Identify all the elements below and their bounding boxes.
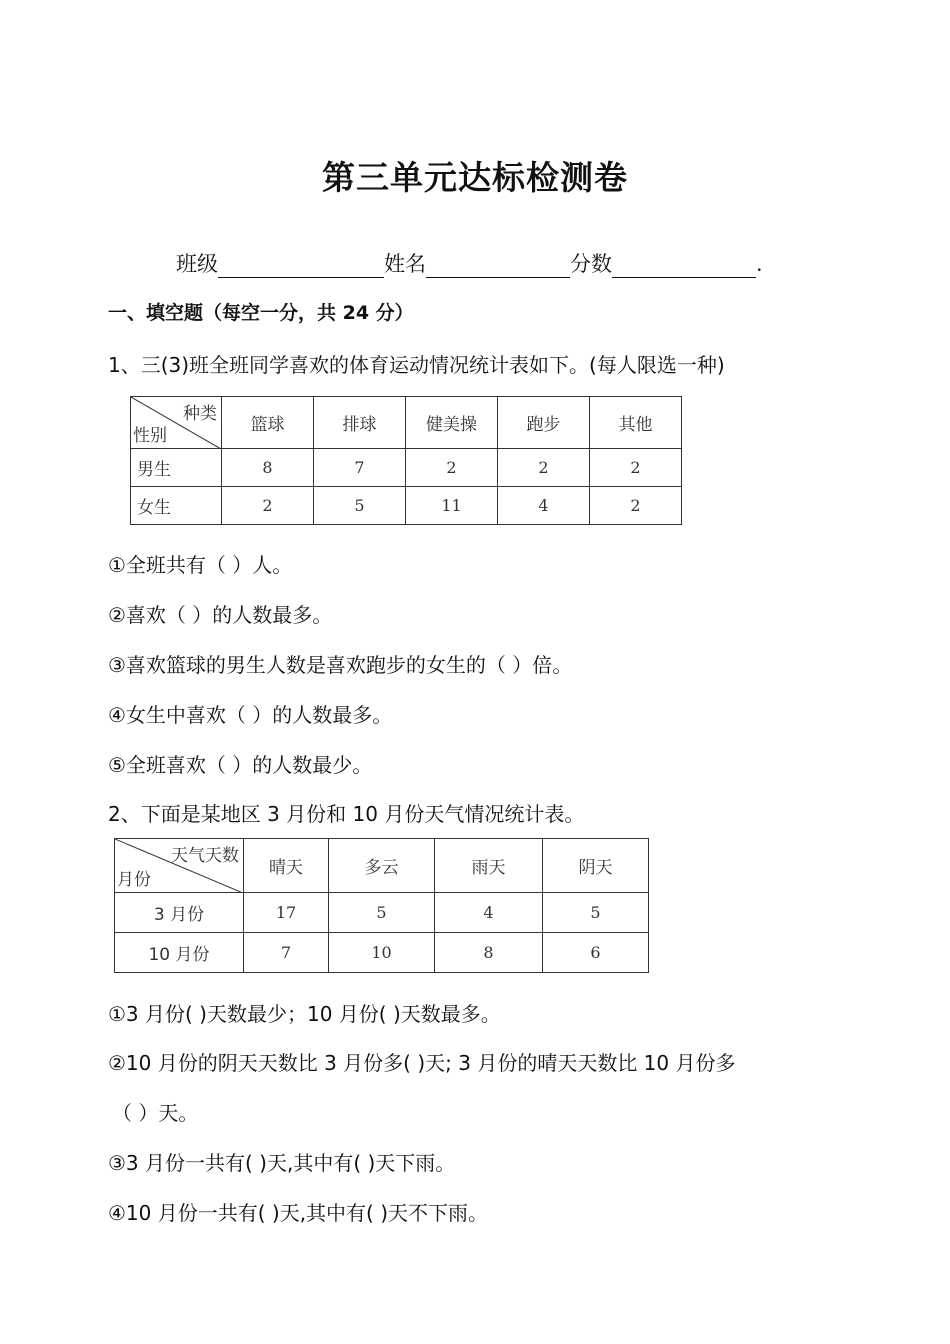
question-2-sub-1: ①3 月份( )天数最少；10 月份( )天数最多。 [108, 1002, 501, 1026]
question-2-sub-2: ②10 月份的阴天天数比 3 月份多( )天; 3 月份的晴天天数比 10 月份多 [108, 1051, 736, 1075]
row-header: 女生 [131, 487, 222, 525]
question-2-sub-3: ③3 月份一共有( )天,其中有( )天下雨。 [108, 1151, 456, 1175]
column-header: 排球 [314, 397, 406, 449]
table-cell: 5 [329, 893, 435, 933]
name-label: 姓名 [384, 252, 426, 276]
column-header: 阴天 [543, 839, 649, 893]
student-info-line [176, 248, 763, 278]
table-row [115, 933, 649, 973]
question-1-sub-5: ⑤全班喜欢（ ）的人数最少。 [108, 753, 373, 777]
column-header: 其他 [590, 397, 682, 449]
table-cell: 11 [406, 487, 498, 525]
class-label: 班级 [176, 252, 218, 276]
table-row [131, 449, 682, 487]
question-2-prompt: 2、下面是某地区 3 月份和 10 月份天气情况统计表。 [108, 802, 585, 826]
question-1-sub-4: ④女生中喜欢（ ）的人数最多。 [108, 703, 393, 727]
column-header: 健美操 [406, 397, 498, 449]
corner-bottom-label: 性别 [133, 426, 167, 446]
table-cell: 8 [222, 449, 314, 487]
table-cell: 2 [222, 487, 314, 525]
table-cell: 4 [435, 893, 543, 933]
question-1-sub-2: ②喜欢（ ）的人数最多。 [108, 603, 333, 627]
row-header: 10 月份 [115, 933, 244, 973]
table-row [115, 893, 649, 933]
row-header: 3 月份 [115, 893, 244, 933]
table-corner-cell [115, 839, 244, 893]
column-header: 篮球 [222, 397, 314, 449]
name-blank[interactable] [426, 255, 570, 278]
sports-table [130, 396, 682, 525]
end-mark: . [756, 252, 763, 276]
table-row [131, 487, 682, 525]
section-heading: 一、填空题（每空一分，共 24 分） [108, 302, 414, 324]
score-blank[interactable] [612, 255, 756, 278]
table-cell: 5 [543, 893, 649, 933]
score-label: 分数 [570, 252, 612, 276]
column-header: 雨天 [435, 839, 543, 893]
column-header: 多云 [329, 839, 435, 893]
corner-top-label: 种类 [183, 404, 217, 424]
corner-top-label: 天气天数 [171, 846, 239, 866]
class-blank[interactable] [218, 255, 384, 278]
page-title: 第三单元达标检测卷 [322, 158, 628, 197]
column-header: 晴天 [244, 839, 329, 893]
column-header: 跑步 [498, 397, 590, 449]
question-2-sub-4: ④10 月份一共有( )天,其中有( )天不下雨。 [108, 1201, 489, 1225]
weather-table [114, 838, 649, 973]
table-cell: 7 [244, 933, 329, 973]
row-header: 男生 [131, 449, 222, 487]
table-cell: 10 [329, 933, 435, 973]
table-cell: 2 [590, 487, 682, 525]
table-corner-cell [131, 397, 222, 449]
table-cell: 4 [498, 487, 590, 525]
table-cell: 17 [244, 893, 329, 933]
question-1-sub-1: ①全班共有（ ）人。 [108, 553, 293, 577]
table-cell: 2 [590, 449, 682, 487]
table-cell: 8 [435, 933, 543, 973]
table-cell: 5 [314, 487, 406, 525]
question-2-sub-2-cont: （ ）天。 [112, 1101, 199, 1125]
question-1-prompt: 1、三(3)班全班同学喜欢的体育运动情况统计表如下。(每人限选一种) [108, 353, 725, 377]
corner-bottom-label: 月份 [117, 870, 151, 890]
table-cell: 2 [498, 449, 590, 487]
table-cell: 2 [406, 449, 498, 487]
table-cell: 7 [314, 449, 406, 487]
question-1-sub-3: ③喜欢篮球的男生人数是喜欢跑步的女生的（ ）倍。 [108, 653, 573, 677]
table-cell: 6 [543, 933, 649, 973]
